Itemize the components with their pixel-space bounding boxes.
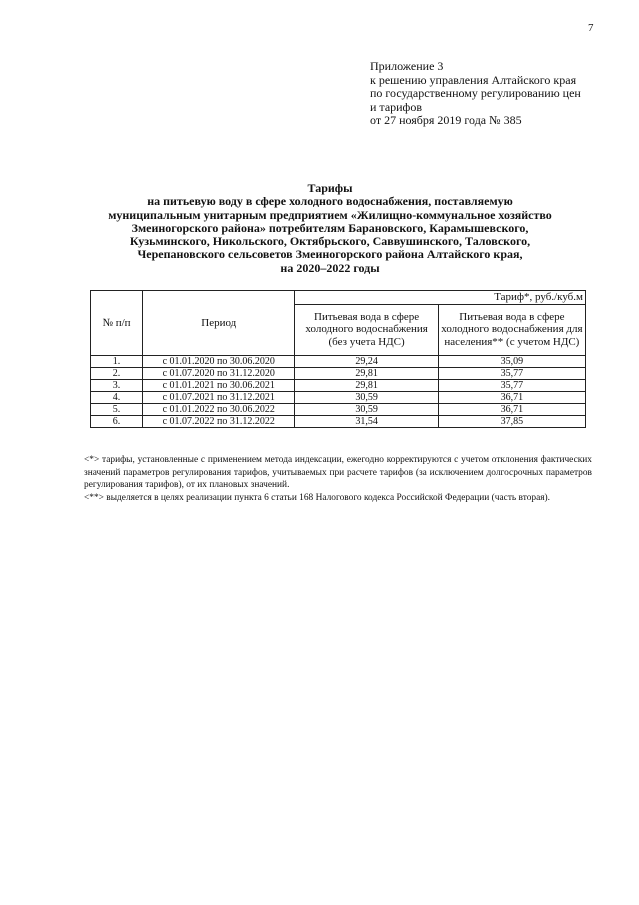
- title-line: муниципальным унитарным предприятием «Жилищно-коммунальное хозяйство: [108, 207, 552, 222]
- cell-without-vat: 29,81: [295, 379, 438, 391]
- cell-num: 6.: [91, 415, 143, 427]
- cell-without-vat: 30,59: [295, 403, 438, 415]
- footnotes: [84, 454, 592, 504]
- cell-without-vat: 29,24: [295, 355, 438, 367]
- table-row: [91, 355, 586, 367]
- appendix-line: и тарифов: [370, 99, 423, 114]
- header-col-without-vat: Питьевая вода в сфере холодного водоснабжения (без учета НДС): [295, 304, 438, 355]
- document-title: [80, 182, 580, 275]
- cell-num: 2.: [91, 367, 143, 379]
- header-col-with-vat: Питьевая вода в сфере холодного водоснабжения для населения** (с учетом НДС): [438, 304, 585, 355]
- title-line: на питьевую воду в сфере холодного водоснабжения, поставляемую: [147, 194, 513, 209]
- appendix-reference: [370, 60, 620, 128]
- cell-num: 5.: [91, 403, 143, 415]
- table-row: [91, 379, 586, 391]
- cell-num: 3.: [91, 379, 143, 391]
- cell-with-vat: 36,71: [438, 391, 585, 403]
- cell-period: с 01.01.2022 по 30.06.2022: [143, 403, 295, 415]
- cell-with-vat: 37,85: [438, 415, 585, 427]
- title-line: на 2020–2022 годы: [280, 260, 380, 275]
- cell-num: 1.: [91, 355, 143, 367]
- cell-period: с 01.07.2020 по 31.12.2020: [143, 367, 295, 379]
- footnote-indexation: <*> тарифы, установленные с применением метода индексации, ежегодно корректируются с учетом отклонения фактических значений параметров регулирования тарифов, учитываемых при расчете тарифов (за исключением долгосрочных параметров регулирования тарифов), от их плановых значений.: [84, 455, 592, 490]
- appendix-line: к решению управления Алтайского края: [370, 72, 577, 87]
- appendix-line: Приложение 3: [370, 59, 444, 73]
- footnote-vat: <**> выделяется в целях реализации пункта 6 статьи 168 Налогового кодекса Российской Федерации (часть вторая).: [84, 492, 551, 503]
- cell-without-vat: 30,59: [295, 391, 438, 403]
- cell-with-vat: 35,09: [438, 355, 585, 367]
- tariff-table: [90, 290, 586, 428]
- cell-with-vat: 35,77: [438, 367, 585, 379]
- cell-num: 4.: [91, 391, 143, 403]
- cell-without-vat: 31,54: [295, 415, 438, 427]
- cell-with-vat: 36,71: [438, 403, 585, 415]
- title-line: Тарифы: [307, 181, 353, 195]
- table-row: [91, 415, 586, 427]
- header-period: Период: [143, 291, 295, 356]
- header-tariff: Тариф*, руб./куб.м: [295, 291, 586, 305]
- header-num: № п/п: [91, 291, 143, 356]
- cell-period: с 01.07.2022 по 31.12.2022: [143, 415, 295, 427]
- appendix-line: от 27 ноября 2019 года № 385: [370, 113, 522, 127]
- cell-with-vat: 35,77: [438, 379, 585, 391]
- table-row: [91, 367, 586, 379]
- table-header-row: [91, 291, 586, 305]
- appendix-line: по государственному регулированию цен: [370, 86, 581, 100]
- cell-period: с 01.01.2020 по 30.06.2020: [143, 355, 295, 367]
- title-line: Змеиногорского района» потребителям Барановского, Карамышевского,: [131, 220, 529, 235]
- table-row: [91, 391, 586, 403]
- title-line: Черепановского сельсоветов Змеиногорского района Алтайского края,: [137, 247, 523, 262]
- cell-period: с 01.01.2021 по 30.06.2021: [143, 379, 295, 391]
- cell-period: с 01.07.2021 по 31.12.2021: [143, 391, 295, 403]
- table-row: [91, 403, 586, 415]
- page-number: 7: [588, 22, 594, 34]
- cell-without-vat: 29,81: [295, 367, 438, 379]
- title-line: Кузьминского, Никольского, Октябрьского, Саввушинского, Таловского,: [129, 234, 531, 249]
